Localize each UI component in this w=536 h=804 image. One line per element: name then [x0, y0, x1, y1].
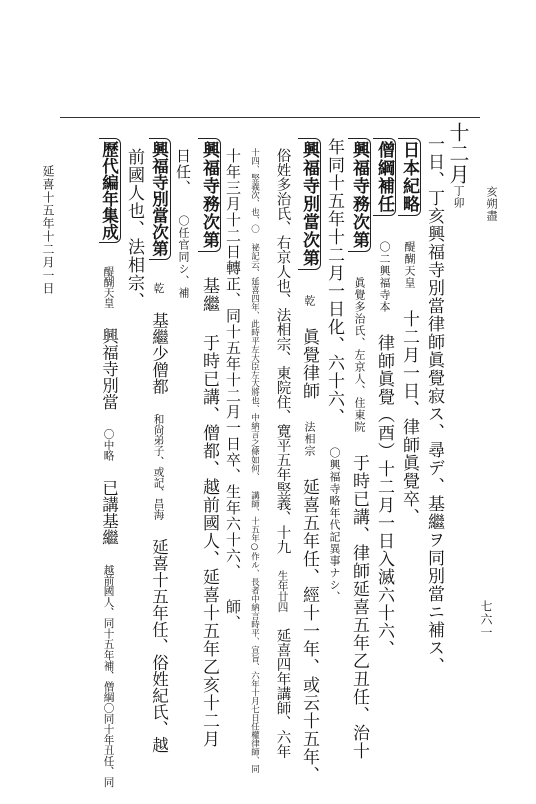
column-12-text: 基繼少僧都 [149, 312, 169, 395]
source-label-kofukuji-mushidai: 興福寺務次第 [348, 138, 371, 252]
column-10-text: 基繼 [199, 277, 219, 313]
text-column-12 [150, 138, 167, 753]
column-3-note: 〇二興福寺本 [378, 241, 391, 313]
month-extra-note: 亥 [485, 186, 498, 198]
running-date-text: 延喜十五年十二月一日 [41, 165, 55, 295]
text-column-14 [100, 138, 117, 787]
source-label-kofukuji-betto: 興福寺別當次第 [298, 138, 321, 270]
column-7-text: 俗姓多治氏、右京人也、法相宗、東院住、寛平五年竪義、十九 [274, 148, 291, 554]
column-6-text2: 延喜五年任、經十一年、或云十五年、 [299, 478, 319, 784]
column-5-text: 年同十五年十二月一日化、六十六、 [324, 138, 344, 426]
column-4-note: 眞覺多治氏、左京人、住東院 [353, 277, 366, 433]
text-column-1 [425, 135, 442, 675]
text-column-10 [200, 138, 217, 748]
source-label-rekidai-hennen: 歷代編年集成 [99, 138, 121, 243]
column-11-text: 日任、 [174, 148, 192, 196]
text-column-8 [250, 148, 259, 773]
column-14-note: 醍醐天皇 [102, 266, 115, 309]
column-14-note2: 〇中略 [102, 428, 115, 461]
source-label-sogo-bunin: 僧綱補任 [373, 138, 396, 216]
column-11-note: 〇任官同シ、補 [177, 215, 190, 299]
column-13-text: 前國人也、法相宗、 [124, 148, 144, 310]
column-3-text: 律師眞覺（酉）十二月一日入滅六十六、 [374, 334, 394, 658]
column-12-note: 乾 [152, 282, 165, 294]
column-7-note: 生年廿四 [276, 570, 289, 613]
month-day-text: 朔 [485, 198, 498, 210]
text-column-11 [175, 148, 190, 299]
source-label-kofukuji-mushidai-2: 興福寺務次第 [198, 138, 221, 252]
column-7-text2: 延喜四年講師、六年 [274, 628, 291, 759]
column-14-note3: 越前國人、同十五年補、僧綱〇同十年丑任、同 [102, 564, 115, 788]
page-number [480, 600, 492, 639]
column-1-text: 一日、丁亥興福寺別當律師眞覺寂ス、尋デ、基繼ヲ同別當ニ補ス、 [424, 135, 444, 675]
page-number-text: 七六一 [479, 600, 493, 639]
column-8-text2: 講師、十五年○作ル、長者中納言時平、宣旨、六年十月七日任權律師、同 [249, 491, 260, 773]
month-title [448, 122, 468, 209]
column-14-text2: 已講基繼 [99, 479, 119, 546]
running-date-header [42, 165, 54, 295]
column-6-text: 眞覺律師 [299, 328, 319, 400]
text-column-5 [325, 138, 342, 603]
column-8-text: 十四、竪義次、也、〇 [249, 148, 260, 233]
month-ganzhi-note: 丁卯 [452, 185, 465, 209]
month-day-note [486, 186, 497, 222]
column-12-text2: 延喜十五年任、俗姓紀氏、越 [149, 538, 169, 754]
text-column-6 [300, 138, 317, 784]
column-2-note: 醍醐天皇 [403, 241, 416, 289]
text-column-7 [275, 148, 290, 759]
column-4-text: 于時已講、律師延喜五年乙丑任、治十 [349, 454, 369, 760]
text-column-2 [400, 138, 417, 526]
month-title-text: 十二月 [446, 122, 470, 185]
text-column-9 [225, 148, 240, 631]
text-column-4 [350, 138, 367, 760]
column-9-text2: 師、 [224, 599, 242, 631]
header-rule [60, 117, 480, 118]
source-label-nihon-kiryaku: 日本紀略 [398, 138, 421, 216]
column-8-note: 祕記云、延喜四年、此時平左大臣左大將也、中納言之條如何、 [249, 243, 260, 481]
column-10-text2: 于時已講、僧都、越前國人、延喜十五年乙亥十二月 [199, 334, 219, 748]
column-14-text: 興福寺別當 [99, 327, 119, 410]
column-12-note2: 和尙弟子、或記、昌海 [152, 413, 165, 520]
text-column-13 [125, 148, 142, 310]
column-5-note: 〇興福寺略年代記異事ナシ、 [328, 447, 341, 603]
column-9-text: 十年三月十二日轉正、同十五年十二月一日卒、生年六十六、 [224, 148, 242, 580]
text-column-3 [375, 138, 392, 658]
column-2-text: 十二月一日、律師眞覺卒、 [399, 310, 419, 526]
column-6-note: 乾 [303, 295, 316, 307]
column-6-note2: 法相宗 [303, 421, 316, 457]
source-label-kofukuji-betto-2: 興福寺別當次第 [149, 138, 171, 260]
month-end-note: 盡 [485, 210, 498, 222]
